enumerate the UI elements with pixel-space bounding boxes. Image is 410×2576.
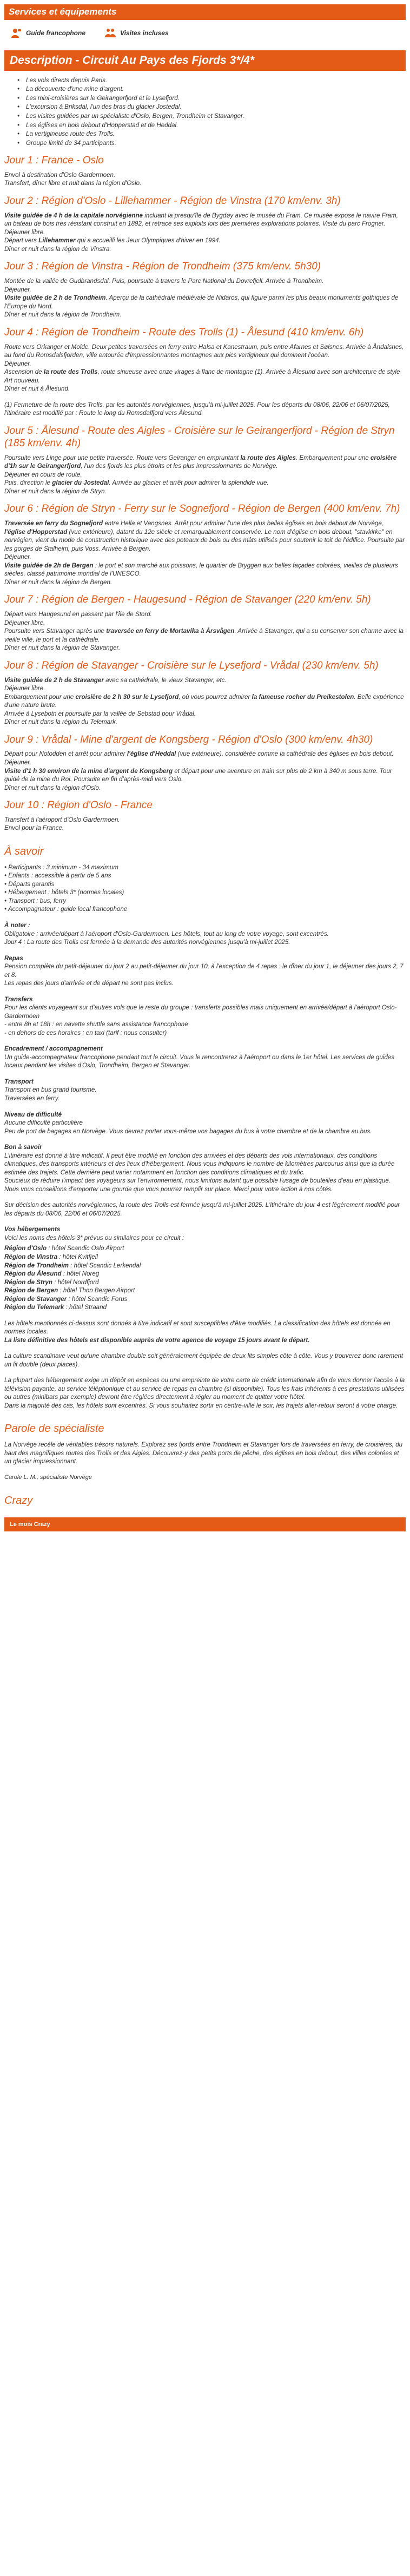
description-bullet: • Les visites guidées par un spécialiste d'Oslo, Bergen, Trondheim et Stavanger.	[21, 112, 406, 121]
day-text: Déjeuner libre.	[4, 685, 45, 692]
day-text: Déjeuner libre.	[4, 619, 45, 626]
visits-icon	[105, 28, 116, 38]
day-line	[4, 718, 406, 726]
info-section	[4, 1111, 406, 1136]
day-highlight: Traversée en ferry du Sognefjord	[4, 520, 103, 527]
day-line	[4, 693, 406, 710]
day-title: Jour 7 : Région de Bergen - Haugesund - Région de Stavanger (220 km/env. 5h)	[4, 594, 371, 606]
crazy-title: Crazy	[4, 1494, 33, 1507]
savoir-bullet	[4, 863, 406, 872]
day-line	[4, 385, 406, 393]
day-line	[4, 676, 406, 685]
info-section-line: L'itinéraire est donné à titre indicatif. Il peut être modifié en fonction des arrivées et des départs des vols internationaux, des conditions climatiques, des transports intérieurs et des lieux d'hébergement. Nous vous indiquons le nombre de kilomètres parcourus ainsi que la durée estimée des trajets. Cette dernière peut varier notamment en fonction des conditions climatiques et du trafic.	[4, 1152, 395, 1176]
day-text: . Belle expérience d'une nature brute.	[4, 693, 404, 709]
info-section-label: Repas	[4, 954, 23, 962]
info-section-line: Pour les clients voyageant sur d'autres vols que le reste du groupe : transferts possibles mais uniquement en arrivée/départ à l'aéroport Oslo-Gardermoen	[4, 1004, 397, 1020]
day-text: , où vous pourrez admirer	[178, 693, 252, 701]
itinerary	[4, 155, 406, 833]
day-line	[4, 479, 406, 487]
hotel-region: Région de Bergen	[4, 1287, 58, 1294]
hotel-region: Région de Stryn	[4, 1278, 52, 1286]
hotel-region: Région de Trondheim	[4, 1261, 69, 1269]
specialist-title: Parole de spécialiste	[4, 1423, 104, 1435]
day-line	[4, 368, 406, 385]
guide-icon	[11, 28, 22, 38]
savoir-bullet	[4, 880, 406, 889]
description-bullet: • Les mini-croisières sur le Geirangerfjord et le Lysefjord.	[21, 94, 406, 103]
day-highlight: Visite guidée de 2 h de Stavanger	[4, 676, 104, 684]
day-text: Déjeuner libre.	[4, 228, 45, 236]
day-highlight: croisière d'1h sur le Geirangerfjord	[4, 454, 397, 470]
hotel-name: : hôtel Nordfjord	[52, 1278, 99, 1286]
day-title: Jour 4 : Région de Trondheim - Route des Trolls (1) - Ålesund (410 km/env. 6h)	[4, 326, 364, 338]
day-text: (1) Fermeture de la route des Trolls, par les autorités norvégiennes, jusqu'à mi-juillet 2025. Pour les départs du 08/06, 22/06 et 06/07/2025, l'itinéraire est modifié par : Route le long du Romsdalfjord vers Ålesund.	[4, 401, 390, 417]
info-section-line: - en dehors de ces horaires : en taxi (tarif : nous consulter)	[4, 1029, 167, 1036]
day-highlight: l'église d'Hopperstad	[4, 528, 68, 536]
day-line	[4, 816, 406, 824]
info-section-label: Transfers	[4, 995, 33, 1003]
hotels-list	[4, 1244, 406, 1311]
day-highlight: Visite d'1 h 30 environ de la mine d'argent de Kongsberg	[4, 767, 173, 775]
info-section-line: Traversées en ferry.	[4, 1095, 60, 1102]
day-text: . Embarquement pour une	[295, 454, 371, 461]
day-text: Transfert, dîner libre et nuit dans la région d'Oslo.	[4, 180, 142, 187]
hotels-bold-note: La liste définitive des hôtels est disponible auprès de votre agence de voyage 15 jours avant le départ.	[4, 1336, 310, 1344]
hotel-item	[4, 1253, 406, 1261]
day-text: Puis, direction le	[4, 479, 52, 487]
day-text: . Aperçu de la cathédrale médiévale de Nidaros, qui figure parmi les plus beaux monuments gothiques de l'Europe du Nord.	[4, 294, 399, 310]
day-title: Jour 2 : Région d'Oslo - Lillehammer - Région de Vinstra (170 km/env. 3h)	[4, 195, 341, 207]
day-line	[4, 212, 406, 228]
info-section-line: Aucune difficulté particulière	[4, 1119, 83, 1127]
service-visits-label: Visites incluses	[120, 29, 169, 37]
day-line	[4, 784, 406, 792]
specialist-text: La Norvège recèle de véritables trésors naturels. Explorez ses fjords entre Trondheim et Stavanger lors de traversées en ferry, de croisières, du haut des magnifiques routes des Trolls et des Aigles. Découvrez-y des petits ports de pêche, des églises en bois debout, des villes colorées et un glacier impressionnant.	[4, 1441, 403, 1465]
info-section	[4, 954, 406, 988]
day-line	[4, 619, 406, 628]
hotel-item	[4, 1261, 406, 1270]
day-text: Transfert à l'aéroport d'Oslo Gardermoen.	[4, 816, 120, 823]
savoir-bullets	[4, 863, 406, 914]
service-guide	[11, 28, 85, 38]
info-section-line: - entre 8h et 18h : en navette shuttle sans assistance francophone	[4, 1021, 188, 1028]
day-line	[4, 487, 406, 496]
nota-line: Jour 4 : La route des Trolls est fermée à la demande des autorités norvégiennes jusqu'à mi-juillet 2025.	[4, 939, 290, 946]
info-section-label: Encadrement / accompagnement	[4, 1045, 103, 1053]
description-bullet: • Les églises en bois debout d'Hopperstad et de Heddal.	[21, 121, 406, 130]
day-highlight: Visite guidée de 2 h de Trondheim	[4, 294, 106, 302]
day-line	[4, 519, 406, 553]
day-text: Dîner et nuit dans la région de Stryn.	[4, 487, 107, 495]
day-line	[4, 179, 406, 188]
footer-bar: Le mois Crazy	[4, 1517, 406, 1531]
day-line	[4, 553, 406, 562]
day-text: Dîner et nuit dans la région de Vinstra.	[4, 245, 111, 253]
hotel-region: Région du Telemark	[4, 1304, 64, 1311]
day-text: : le port et son marché aux poissons, le quartier de Bryggen aux belles façades colorées, vieilles de plusieurs siècles, classé patrimoine mondial de l'UNESCO.	[4, 562, 398, 578]
savoir-bullet-text: Départs garantis	[8, 880, 55, 888]
day-text: Déjeuner.	[4, 360, 31, 367]
day-text: Ascension de	[4, 368, 44, 376]
description-bullet: • Groupe limité de 34 participants.	[21, 139, 406, 148]
day-text: Dîner et nuit dans la région de Bergen.	[4, 578, 113, 586]
description-bullets	[21, 76, 406, 147]
day-text: incluant la presqu'île de Bygdøy avec le musée du Fram. Ce musée expose le navire Fram, un bateau de bois très résistant construit en 1892, et retrace ses exploits lors des premières explorations polaires. Visite du parc Frogner.	[4, 212, 398, 228]
day-text: Départ vers	[4, 237, 39, 245]
hotels-label: Vos hébergements	[4, 1226, 61, 1233]
day-text: (vue extérieure), considérée comme la cathédrale des églises en bois debout.	[176, 750, 394, 758]
savoir-title: À savoir	[4, 846, 44, 857]
hotel-name: : hôtel Kvitfjell	[57, 1253, 98, 1260]
savoir-bullet	[4, 897, 406, 906]
culture-note: Dans la majorité des cas, les hôtels sont excentrés. Si vous souhaitez sortir en centre-ville le soir, les trajets aller-retour seront à votre charge.	[4, 1402, 398, 1409]
day-text: Dîner et nuit dans la région de Stavanger.	[4, 644, 121, 652]
day-text: qui a accueilli les Jeux Olympiques d'hiver en 1994.	[75, 237, 221, 245]
day-text: Départ pour Notodden et arrêt pour admirer	[4, 750, 127, 758]
day-line	[4, 627, 406, 644]
day-line	[4, 562, 406, 578]
hotel-name: : hôtel Scandic Oslo Airport	[47, 1245, 124, 1252]
day-text: , l'un des fjords les plus étroits et les plus impressionnants de Norvège.	[81, 463, 278, 470]
day-line	[4, 824, 406, 833]
day-text: entre Hella et Vangsnes. Arrêt pour admirer l'une des plus belles églises en bois debout de Norvège,	[103, 520, 384, 527]
day-text: Dîner et nuit à Ålesund.	[4, 385, 70, 393]
hotel-region: Région du Ålesund	[4, 1270, 62, 1278]
info-section	[4, 1045, 406, 1070]
day-text: Poursuite vers Linge pour une petite traversée. Route vers Geiranger en empruntant	[4, 454, 241, 461]
info-section	[4, 995, 406, 1038]
day-line	[4, 245, 406, 254]
service-visits	[105, 28, 169, 38]
day-text: Dîner et nuit dans la région de Trondheim.	[4, 311, 122, 319]
day-line	[4, 228, 406, 237]
hotel-item	[4, 1270, 406, 1278]
day-highlight: la route des Trolls	[43, 368, 98, 376]
day-text: Déjeuner.	[4, 759, 31, 767]
hotel-name: : hôtel Straand	[64, 1304, 107, 1311]
day-highlight: Lillehammer	[38, 237, 76, 245]
savoir-bullet-text: Hébergement : hôtels 3* (normes locales)	[8, 889, 124, 896]
savoir-bullet-text: Enfants : accessible à partir de 5 ans	[8, 872, 111, 880]
day-line	[4, 360, 406, 368]
day-text: (vue extérieure), datant du 12e siècle et remarquablement conservée. Le nom d'église en bois debout, "stavkirke" en norvégien, vient du mode de construction historique avec des poteaux de bois ou des mâts utilisés pour soutenir le toit de l'édifice. Poursuite par les gorges de Stalheim, puis Voss. Arrivée à Bergen.	[4, 528, 405, 552]
day-line	[4, 294, 406, 311]
savoir-bullet	[4, 888, 406, 897]
description-bullet: • La découverte d'une mine d'argent.	[21, 85, 406, 94]
page	[0, 4, 410, 1531]
hotel-region: Région d'Oslo	[4, 1245, 47, 1252]
description-title: Description - Circuit Au Pays des Fjords 3*/4*	[4, 50, 406, 71]
info-section-label: Niveau de difficulté	[4, 1111, 62, 1118]
description-bullet: • Les vols directs depuis Paris.	[21, 76, 406, 85]
nota-label: À noter :	[4, 921, 30, 929]
day-text: . Arrivée au glacier et arrêt pour admirer la splendide vue.	[109, 479, 269, 487]
info-section-line: Transport en bus grand tourisme.	[4, 1086, 97, 1094]
day-line	[4, 578, 406, 587]
day-highlight: la route des Aigles	[240, 454, 296, 461]
info-section-label: Transport	[4, 1078, 34, 1085]
info-section	[4, 1143, 406, 1193]
day-line	[4, 286, 406, 294]
day-text: Envol à destination d'Oslo Gardermoen.	[4, 171, 116, 179]
savoir-bullet-text: Accompagnateur : guide local francophone	[8, 906, 128, 913]
day-title: Jour 1 : France - Oslo	[4, 155, 104, 167]
hotel-name: : hôtel Scandic Forus	[67, 1295, 128, 1303]
day-line	[4, 710, 406, 718]
info-section-line: Les repas des jours d'arrivée et de départ ne sont pas inclus.	[4, 980, 174, 987]
hotel-item	[4, 1295, 406, 1304]
info-section-label: Bon à savoir	[4, 1144, 42, 1151]
day-line	[4, 277, 406, 286]
nota-block	[4, 921, 406, 947]
day-text: Montée de la vallée de Gudbrandsdal. Puis, poursuite à travers le Parc National du Dovrefjell. Arrivée à Trondheim.	[4, 278, 324, 285]
day-text: Embarquement pour une	[4, 693, 76, 701]
day-text: Dîner et nuit dans la région du Telemark.	[4, 718, 118, 726]
hotel-name: : hôtel Thon Bergen Airport	[58, 1287, 135, 1294]
hotel-region: Région de Vinstra	[4, 1253, 58, 1260]
savoir-bullet-text: Participants : 3 minimum - 34 maximum	[8, 863, 118, 871]
day-text: Départ vers Haugesund en passant par l'île de Stord.	[4, 611, 152, 618]
day-line	[4, 401, 406, 418]
savoir-bullet	[4, 905, 406, 914]
day-text: Dîner et nuit dans la région d'Oslo.	[4, 784, 101, 791]
day-text: Envol pour la France.	[4, 824, 64, 832]
hotels-intro: Voici les noms des hôtels 3* prévus ou similaires pour ce circuit :	[4, 1234, 184, 1241]
hotel-name: : hôtel Scandic Lerkendal	[68, 1261, 141, 1269]
day-highlight: la fameuse rocher du Preikestolen	[252, 693, 354, 701]
day-text: avec sa cathédrale, le vieux Stavanger, etc.	[103, 676, 227, 684]
day-title: Jour 5 : Ålesund - Route des Aigles - Croisière sur le Geirangerfjord - Région de Stryn (185 km/env. 4h)	[4, 425, 395, 449]
day-line	[4, 684, 406, 693]
day-line	[4, 610, 406, 619]
day-line	[4, 171, 406, 180]
info-section-line: Peu de port de bagages en Norvège. Vous devrez porter vous-même vos bagages du bus à votre chambre et de la chambre au bus.	[4, 1127, 372, 1135]
savoir-bullet	[4, 871, 406, 880]
hotel-name: : hôtel Noreg	[61, 1270, 100, 1278]
day-highlight: glacier du Jostedal	[52, 479, 109, 487]
day-text: Route vers Orkanger et Molde. Deux petites traversées en ferry entre Halsa et Kanestraum, puis entre Afarnes et Sølsnes. Arrivée à Åndalsnes, au fond du Romsdalsfjorden, ville entourée d'impressionnantes montagnes aux pics vertigineux qui dominent l'océan.	[4, 343, 404, 359]
day-line	[4, 750, 406, 758]
day-line	[4, 471, 406, 479]
info-section-line: Pension complète du petit-déjeuner du jour 2 au petit-déjeuner du jour 10, à l'exception de 4 repas : le dîner du jour 1, le déjeuner des jours 2, 7 et 8.	[4, 963, 404, 979]
hotel-item	[4, 1278, 406, 1287]
nota-line: Obligatoire : arrivée/départ à l'aéroport d'Oslo-Gardermoen. Les hôtels, tout au long de votre voyage, sont excentrés.	[4, 930, 329, 937]
day-highlight: l'église d'Heddal	[127, 750, 176, 758]
day-line	[4, 236, 406, 245]
day-line	[4, 343, 406, 360]
day-text: Déjeuner.	[4, 553, 31, 561]
savoir-sections	[4, 954, 406, 1194]
services-title: Services et équipements	[4, 4, 406, 20]
day-text: Poursuite vers Stavanger après une	[4, 628, 107, 635]
culture-note: La culture scandinave veut qu'une chambre double soit généralement équipée de deux lits simples côte à côte. Vous y trouverez donc rarement un lit double (deux places).	[4, 1352, 404, 1368]
savoir-extra: Sur décision des autorités norvégiennes, la route des Trolls est fermée jusqu'à mi-juillet 2025. L'itinéraire du jour 4 est légèrement modifié pour les départs du 08/06, 22/06 et 06/07/2025.	[4, 1201, 400, 1217]
hotels-note: Les hôtels mentionnés ci-dessus sont donnés à titre indicatif et sont susceptibles d'être modifiés. La classification des hôtels est donnée en normes locales.	[4, 1319, 391, 1336]
day-title: Jour 8 : Région de Stavanger - Croisière sur le Lysefjord - Vrådal (230 km/env. 5h)	[4, 659, 379, 671]
day-title: Jour 10 : Région d'Oslo - France	[4, 800, 153, 811]
culture-note: La plupart des hébergement exige un dépôt en espèces ou une empreinte de votre carte de crédit internationale afin de vous donner l'accès à la télévision payante, au service téléphonique et au service de repas en chambre (si disponible). Tous les frais inhérents à ces prestations utilisées ou autres (minibars par exemple) devront être réglées directement à régler au moment de quitter votre hôtel.	[4, 1377, 405, 1401]
day-line	[4, 644, 406, 652]
day-text: Déjeuner.	[4, 286, 31, 293]
day-line	[4, 767, 406, 784]
day-text: . Arrivée à Stavanger, qui a su conserver son charme avec la vieille ville, le port et la cathédrale.	[4, 628, 404, 643]
hotel-item	[4, 1286, 406, 1295]
info-section-line: Un guide-accompagnateur francophone pendant tout le circuit. Vous le rencontrerez à l'aéroport ou dans le 1er hôtel. Les services de guides locaux pendant les visites d'Oslo, Trondheim, Bergen et Stavanger.	[4, 1053, 395, 1069]
description-bullet: • L'excursion à Briksdal, l'un des bras du glacier Jostedal.	[21, 103, 406, 111]
day-title: Jour 6 : Région de Stryn - Ferry sur le Sognefjord - Région de Bergen (400 km/env. 7h)	[4, 503, 400, 515]
day-text: Déjeuner en cours de route.	[4, 471, 82, 478]
specialist-author: Carole L. M., spécialiste Norvège	[4, 1474, 92, 1481]
day-line	[4, 311, 406, 319]
day-text: Arrivée à Lysebotn et poursuite par la vallée de Sebstad pour Vrådal.	[4, 710, 196, 717]
day-title: Jour 3 : Région de Vinstra - Région de Trondheim (375 km/env. 5h30)	[4, 261, 321, 273]
services-row	[4, 20, 406, 46]
day-line	[4, 454, 406, 471]
day-highlight: Visite guidée de 2h de Bergen	[4, 562, 94, 569]
hotels-block	[4, 1225, 406, 1344]
hotel-item	[4, 1244, 406, 1253]
day-line	[4, 758, 406, 767]
info-section-line: Soucieux de réduire l'impact des voyageurs sur l'environnement, nous limitons autant que possible l'usage de bouteilles d'eau en plastique. Nous vous conseillons d'emporter une gourde que vous pourrez remplir sur place. Merci pour votre action à nos côtés.	[4, 1177, 391, 1193]
day-text: , route sinueuse avec onze virages à flanc de montagne (1). Arrivée à Ålesund avec son architecture de style Art nouveau.	[4, 368, 400, 384]
hotel-item	[4, 1303, 406, 1312]
description-bullet: • La vertigineuse route des Trolls.	[21, 130, 406, 138]
day-highlight: Visite guidée de 4 h de la capitale norvégienne	[4, 212, 143, 219]
info-section	[4, 1078, 406, 1103]
hotel-region: Région de Stavanger	[4, 1295, 67, 1303]
day-highlight: traversée en ferry de Mortavika à Årsvågen	[106, 628, 235, 635]
savoir-bullet-text: Transport : bus, ferry	[8, 897, 67, 904]
day-highlight: croisière de 2 h 30 sur le Lysefjord	[75, 693, 179, 701]
service-guide-label: Guide francophone	[26, 29, 86, 37]
day-text: et départ pour une aventure en train sur plus de 2 km à 340 m sous terre. Tour guidé de la mine du Roi. Poursuite en fin d'après-midi vers Oslo.	[4, 767, 392, 783]
day-title: Jour 9 : Vrådal - Mine d'argent de Kongsberg - Région d'Oslo (300 km/env. 4h30)	[4, 734, 373, 745]
